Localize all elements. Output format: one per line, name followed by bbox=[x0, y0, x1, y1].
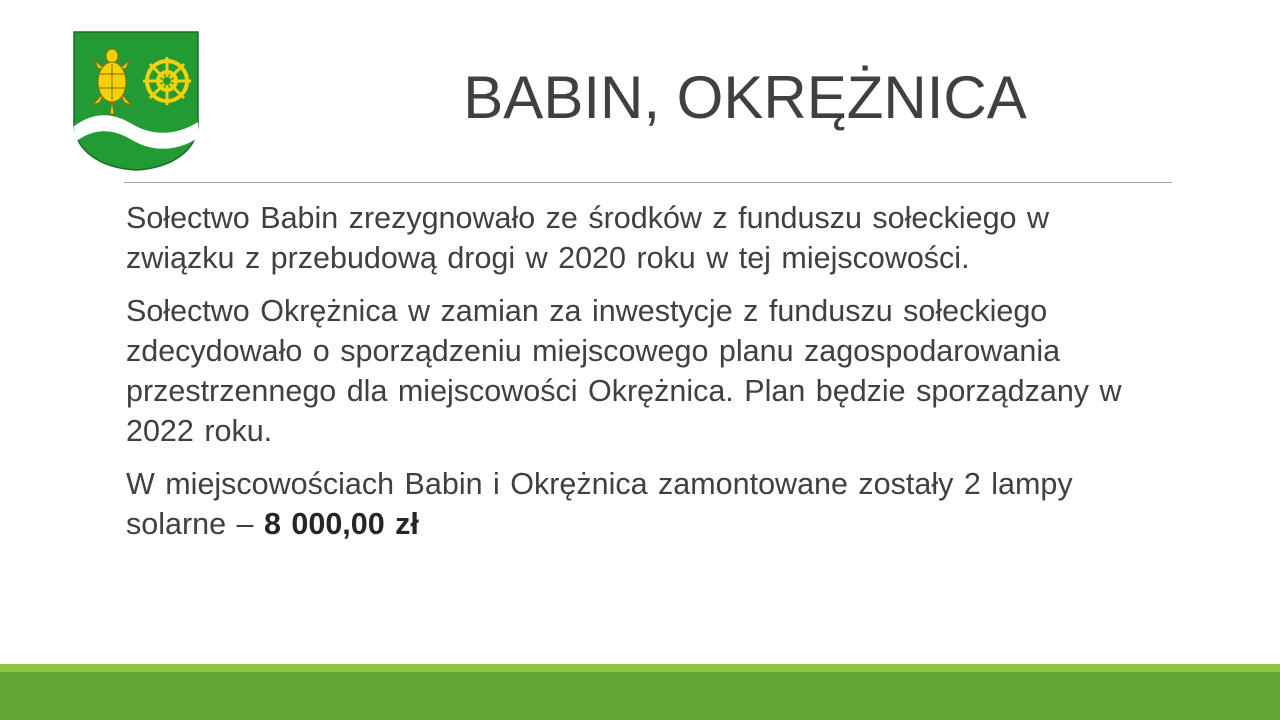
paragraph-solar-lamps bbox=[126, 464, 1126, 544]
solar-lamps-amount: 8 000,00 zł bbox=[263, 507, 419, 541]
footer-band bbox=[0, 672, 1280, 720]
slide-title: BABIN, OKRĘŻNICA bbox=[463, 64, 1027, 131]
paragraph-babin: Sołectwo Babin zrezygnowało ze środków z funduszu sołeckiego w związku z przebudową drogi w 2020 roku w tej miejscowości. bbox=[126, 201, 1050, 275]
paragraph-okreznica: Sołectwo Okrężnica w zamian za inwestycje z funduszu sołeckiego zdecydowało o sporządzeniu miejscowego planu zagospodarowania przestrzennego dla miejscowości Okrężnica. Plan będzie sporządzany w 2022 roku. bbox=[126, 294, 1122, 448]
footer-accent-line bbox=[0, 664, 1280, 672]
slide-body bbox=[126, 198, 1126, 557]
solar-lamps-text: W miejscowościach Babin i Okrężnica zamontowane zostały 2 lampy solarne – bbox=[126, 467, 1073, 541]
coat-of-arms-icon bbox=[72, 30, 200, 172]
title-divider bbox=[124, 182, 1172, 183]
